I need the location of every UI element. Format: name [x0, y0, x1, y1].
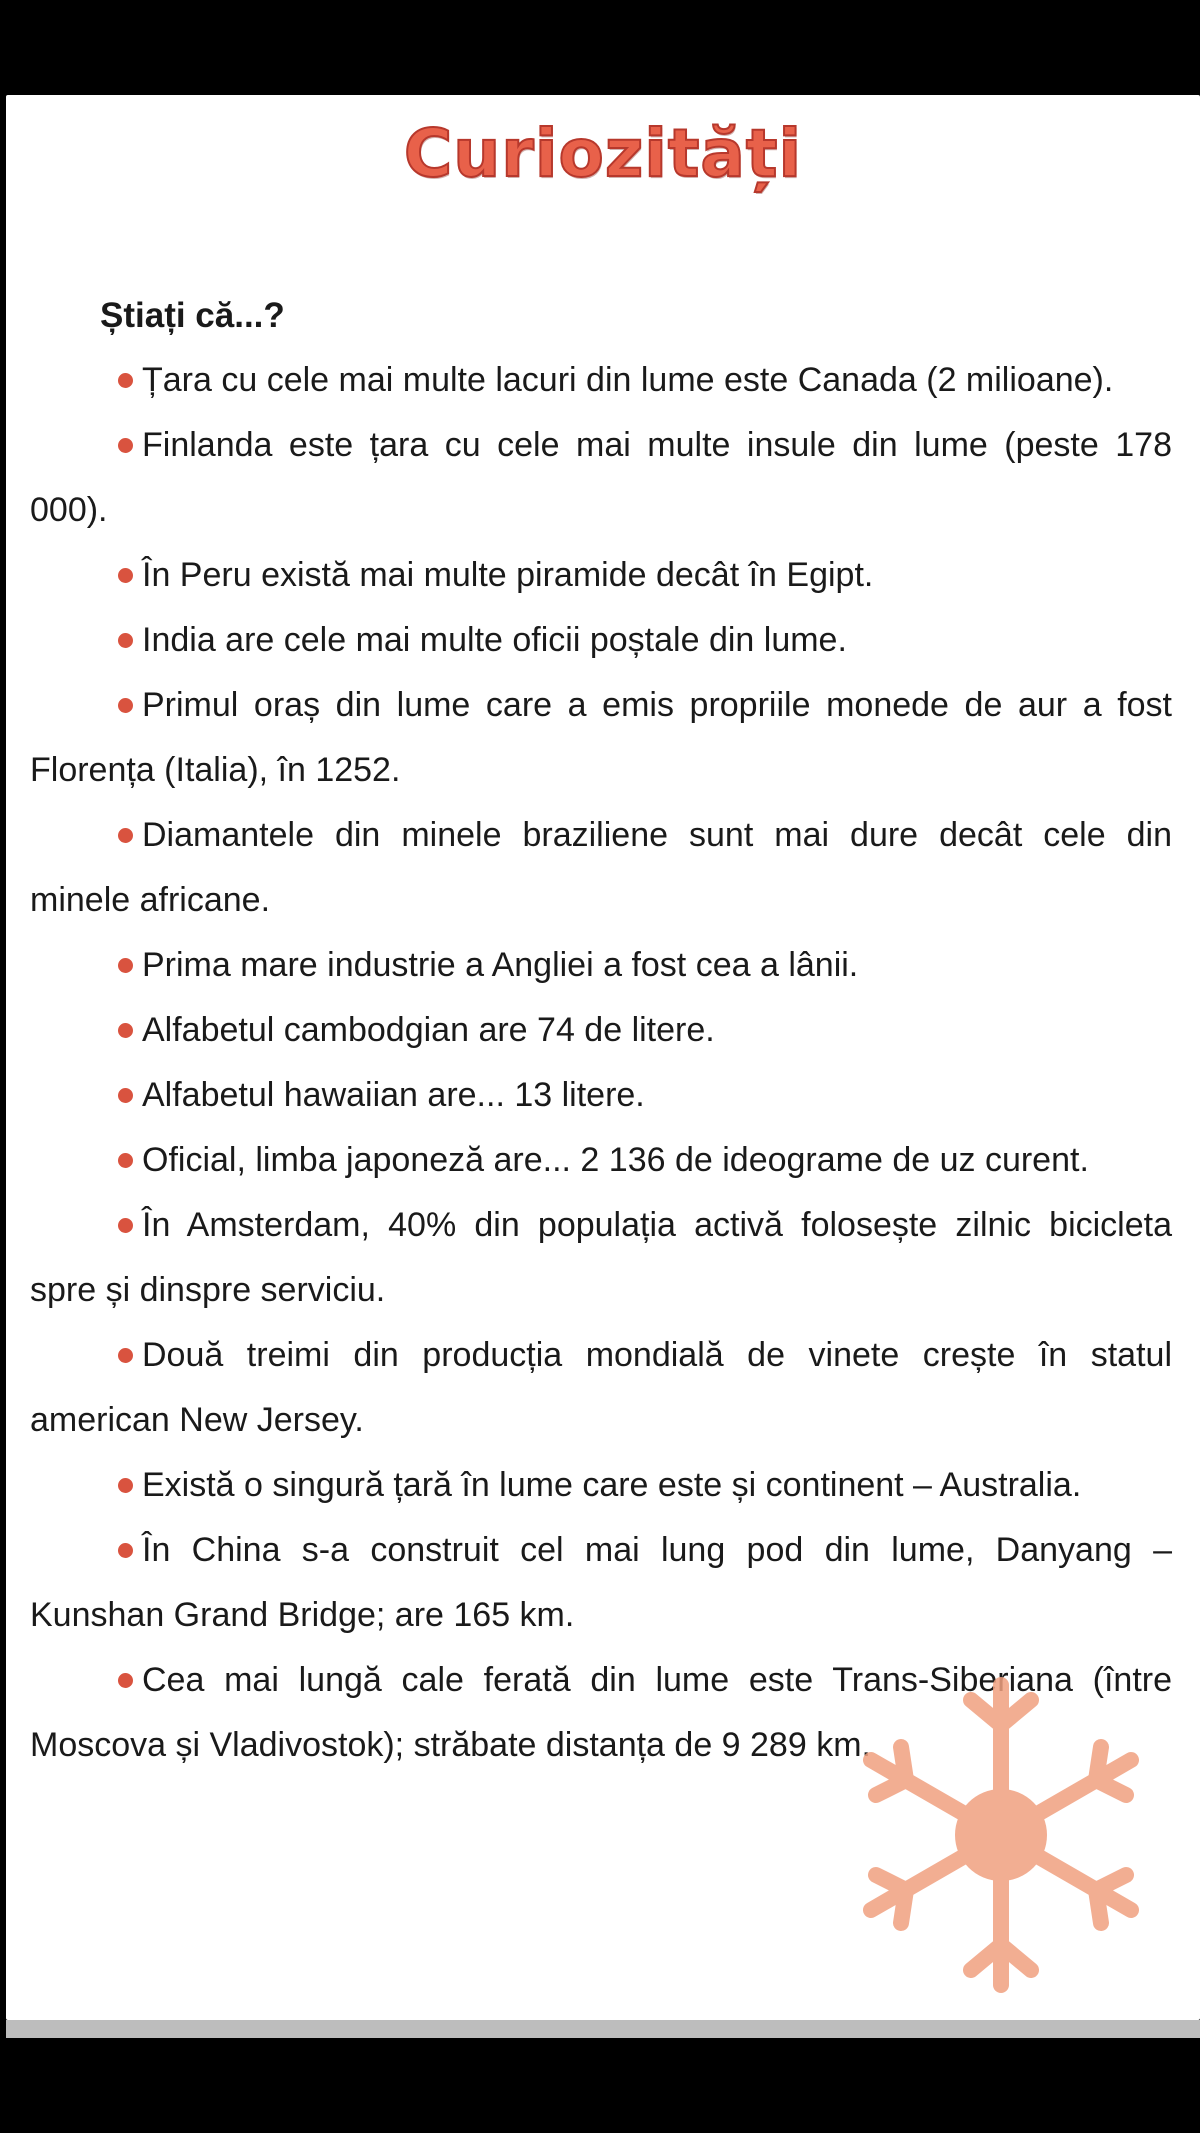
fact-item: Prima mare industrie a Angliei a fost cea a lânii. [30, 933, 1172, 998]
fact-item: În China s-a construit cel mai lung pod din lume, Danyang – Kunshan Grand Bridge; are 165 km. [30, 1531, 1172, 1634]
fact-item: Alfabetul cambodgian are 74 de litere. [30, 998, 1172, 1063]
fact-item: India are cele mai multe oficii poștale din lume. [30, 608, 1172, 673]
fact-item: Alfabetul hawaiian are... 13 litere. [30, 1063, 1172, 1128]
bullet-dot-icon [118, 1543, 133, 1558]
bullet-dot-icon [118, 373, 133, 388]
fact-item: În Peru există mai multe piramide decât în Egipt. [30, 543, 1172, 608]
fact-item: Cea mai lungă cale ferată din lume este Trans-Siberiana (între Moscova și Vladivostok); străbate distanța de 9 289 km. [30, 1661, 1172, 1764]
bullet-dot-icon [118, 1673, 133, 1688]
bullet-dot-icon [118, 568, 133, 583]
fact-item: Diamantele din minele braziliene sunt mai dure decât cele din minele africane. [30, 816, 1172, 919]
bullet-dot-icon [118, 1023, 133, 1038]
fact-item: Oficial, limba japoneză are... 2 136 de ideograme de uz curent. [30, 1128, 1172, 1193]
bullet-dot-icon [118, 1478, 133, 1493]
section-heading: Știați că...? [100, 296, 285, 335]
textbook-page [6, 95, 1200, 2020]
fact-item: Două treimi din producția mondială de vinete crește în statul american New Jersey. [30, 1336, 1172, 1439]
page-title: Curiozități [403, 115, 803, 192]
bullet-dot-icon [118, 698, 133, 713]
page-bottom-edge [6, 2020, 1200, 2038]
bullet-dot-icon [118, 1348, 133, 1363]
bullet-dot-icon [118, 958, 133, 973]
status-bar [0, 0, 1200, 95]
bullet-dot-icon [118, 438, 133, 453]
fact-item: În Amsterdam, 40% din populația activă folosește zilnic bicicleta spre și dinspre serviciu. [30, 1206, 1172, 1309]
bullet-dot-icon [118, 1088, 133, 1103]
fact-item: Țara cu cele mai multe lacuri din lume este Canada (2 milioane). [30, 348, 1172, 413]
fact-item: Finlanda este țara cu cele mai multe insule din lume (peste 178 000). [30, 426, 1172, 529]
bullet-dot-icon [118, 1153, 133, 1168]
fact-item: Există o singură țară în lume care este și continent – Australia. [30, 1453, 1172, 1518]
bullet-dot-icon [118, 1218, 133, 1233]
fact-item: Primul oraș din lume care a emis propriile monede de aur a fost Florența (Italia), în 1252. [30, 686, 1172, 789]
bullet-dot-icon [118, 828, 133, 843]
bullet-dot-icon [118, 633, 133, 648]
facts-text [30, 283, 1172, 1778]
